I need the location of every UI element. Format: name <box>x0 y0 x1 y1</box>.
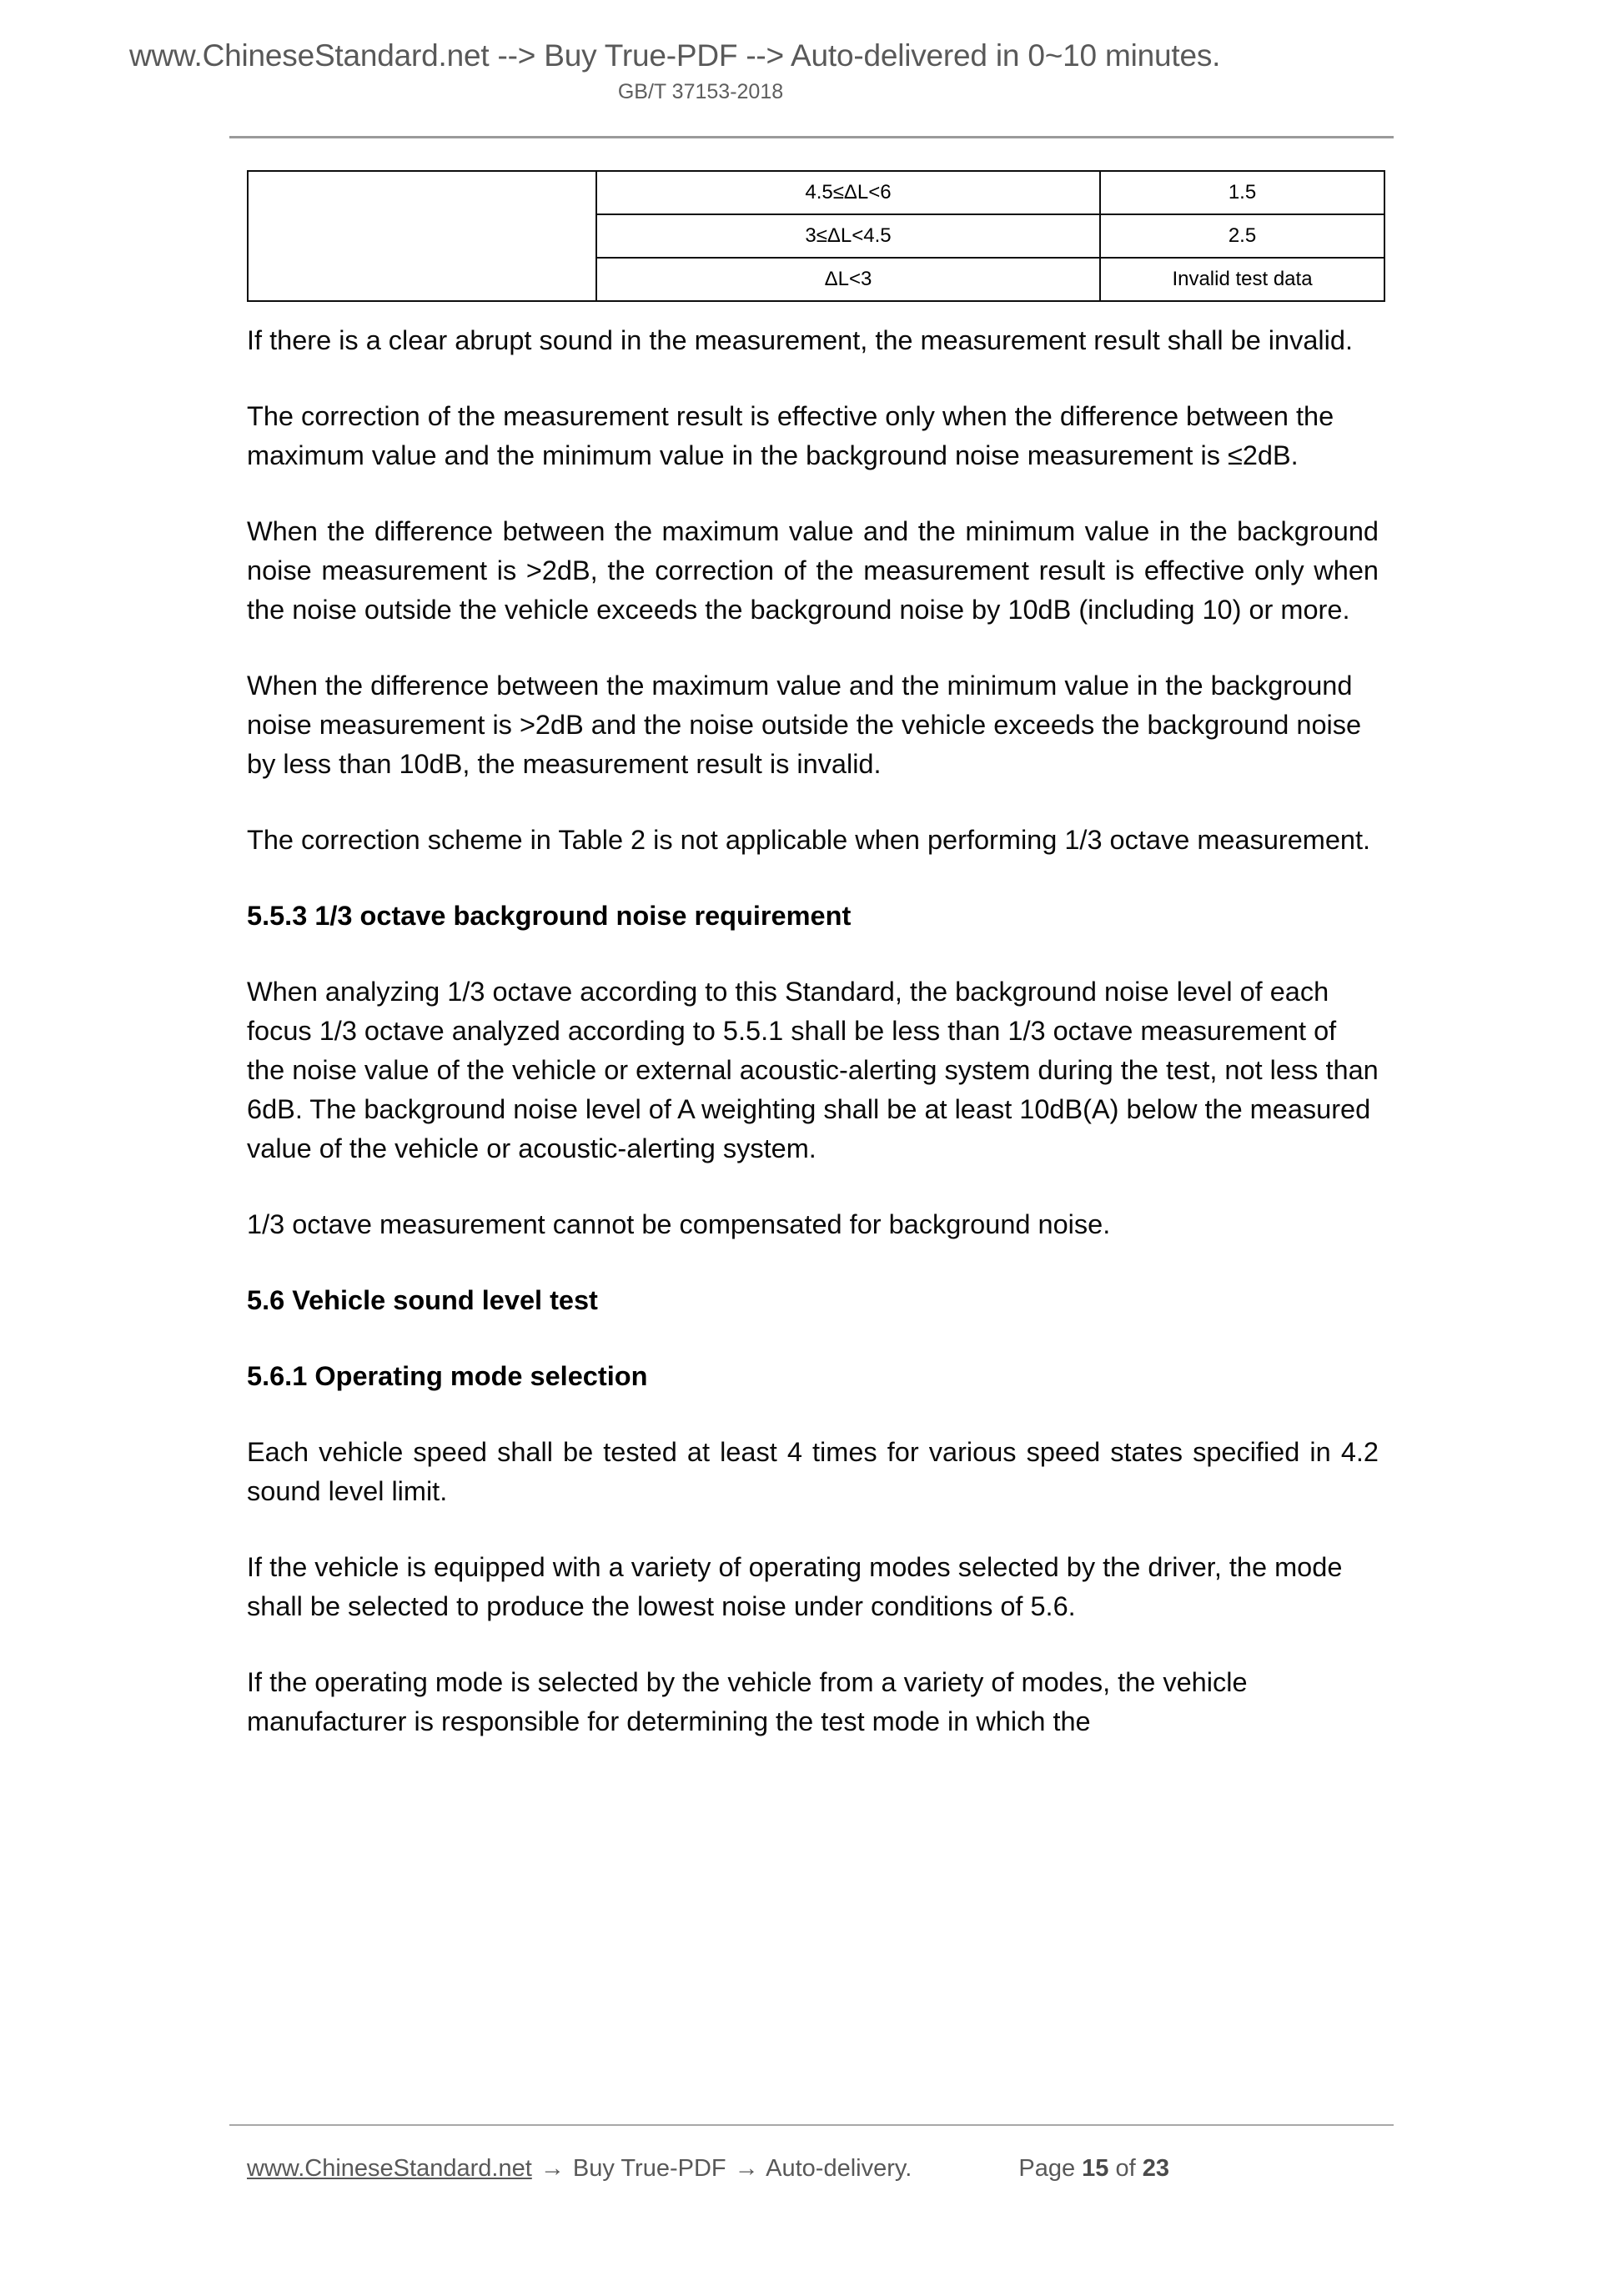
table-cell-label-merged <box>248 171 596 301</box>
footer-site-link[interactable]: www.ChineseStandard.net <box>247 2155 532 2182</box>
background-noise-correction-table <box>247 170 1385 302</box>
arrow-right-icon-1: → <box>540 2155 565 2182</box>
paragraph-driver-selected-modes: If the vehicle is equipped with a variety of operating modes selected by the driver, the mode shall be selected to produce the lowest noise under conditions of 5.6. <box>247 1552 1343 1621</box>
paragraph-table2-not-applicable: The correction scheme in Table 2 is not applicable when performing 1/3 octave measurement. <box>247 825 1371 855</box>
table-cell-value: 2.5 <box>1100 214 1384 258</box>
paragraph-correction-effective: The correction of the measurement result is effective only when the difference between the maximum value and the minimum value in the background noise measurement is ≤2dB. <box>247 401 1334 470</box>
header-divider-rule <box>229 136 1394 138</box>
standard-code-header: GB/T 37153-2018 <box>617 80 784 103</box>
footer-page-number: 15 <box>1082 2155 1109 2182</box>
footer-divider-rule <box>229 2124 1394 2126</box>
heading-5-5-3: 5.5.3 1/3 octave background noise requirement <box>247 901 852 931</box>
table-cell-condition: 3≤ΔL<4.5 <box>596 214 1100 258</box>
table-cell-value: Invalid test data <box>1100 258 1384 301</box>
paragraph-vehicle-selected-modes: If the operating mode is selected by the vehicle from a variety of modes, the vehicle manufacturer is responsible for determining the test mode in which the <box>247 1667 1248 1736</box>
paragraph-speed-test-times: Each vehicle speed shall be tested at least 4 times for various speed states specified in 4.2 sound level limit. <box>247 1437 1379 1506</box>
footer-of-label: of <box>1115 2155 1136 2182</box>
paragraph-abrupt-sound: If there is a clear abrupt sound in the measurement, the measurement result shall be invalid. <box>247 325 1353 355</box>
footer-buy-label: Buy True-PDF <box>572 2155 726 2182</box>
table-row <box>248 171 1384 214</box>
footer-page-info <box>1018 2155 1169 2182</box>
arrow-right-icon-2: → <box>734 2155 759 2182</box>
table-cell-condition: ΔL<3 <box>596 258 1100 301</box>
heading-5-6-1: 5.6.1 Operating mode selection <box>247 1361 648 1391</box>
heading-5-6: 5.6 Vehicle sound level test <box>247 1285 598 1315</box>
page-footer <box>247 2152 1379 2185</box>
paragraph-difference-gt2db-10db: When the difference between the maximum value and the minimum value in the background noise measurement is >2dB, the correction of the measurement result is effective only when the noise outside the vehicle exceeds the background noise by 10dB (including 10) or more. <box>247 516 1379 625</box>
paragraph-octave-analysis: When analyzing 1/3 octave according to this Standard, the background noise level of each focus 1/3 octave analyzed according to 5.5.1 shall be less than 1/3 octave measurement of the noise value of the vehicle or external acoustic-alerting system during the test, not less than 6dB. The background noise level of A weighting shall be at least 10dB(A) below the measured value of the vehicle or acoustic-alerting system. <box>247 977 1379 1163</box>
footer-total-pages: 23 <box>1142 2155 1169 2182</box>
paragraph-difference-gt2db-invalid: When the difference between the maximum value and the minimum value in the background noise measurement is >2dB and the noise outside the vehicle exceeds the background noise by less than 10dB, the measurement result is invalid. <box>247 671 1362 779</box>
promo-header-text: www.ChineseStandard.net --> Buy True-PDF --> Auto-delivered in 0~10 minutes. <box>129 38 1221 73</box>
table-cell-value: 1.5 <box>1100 171 1384 214</box>
paragraph-octave-no-compensation: 1/3 octave measurement cannot be compensated for background noise. <box>247 1209 1111 1239</box>
document-body <box>247 321 1379 1778</box>
table-cell-condition: 4.5≤ΔL<6 <box>596 171 1100 214</box>
footer-delivery-label: Auto-delivery. <box>766 2155 912 2182</box>
footer-page-label: Page <box>1018 2155 1076 2182</box>
